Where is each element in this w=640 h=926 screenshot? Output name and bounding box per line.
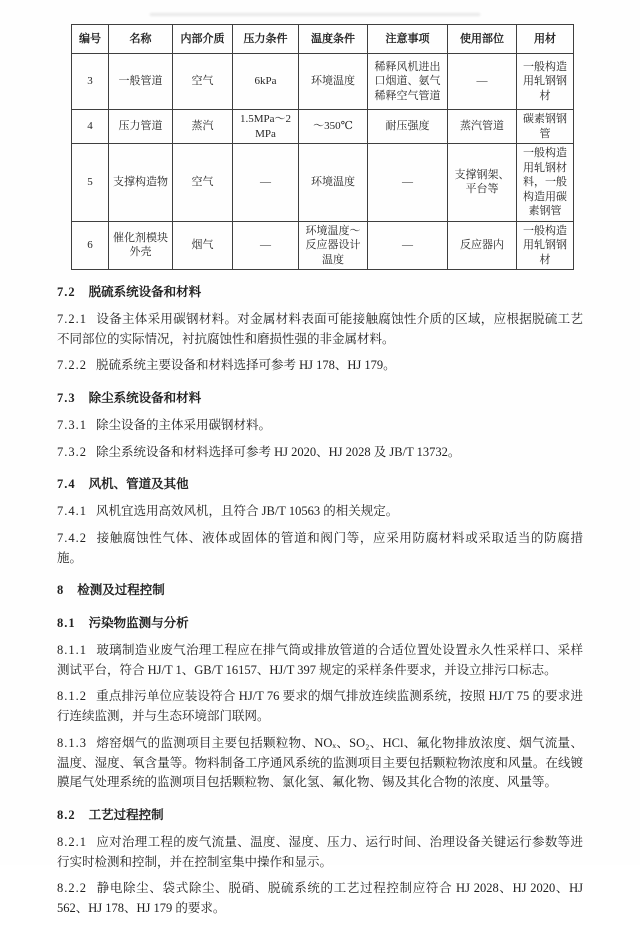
table-row xyxy=(72,144,574,222)
materials-spec-table xyxy=(71,24,574,270)
clause-text: 重点排污单位应装设符合 HJ/T 76 要求的烟气排放连续监测系统，按照 HJ/T 75 的要求进行连续监测，并与生态环境部门联网。 xyxy=(57,689,583,724)
table-cell: 一般管道 xyxy=(109,54,173,110)
table-row xyxy=(72,221,574,270)
table-cell: 支撑钢架、平台等 xyxy=(448,144,517,222)
table-header-row xyxy=(72,25,574,54)
clause-number: 7.4 xyxy=(57,477,76,492)
clause-text: 工艺过程控制 xyxy=(88,808,164,823)
clause-paragraph xyxy=(57,416,583,436)
clause-number: 8.2 xyxy=(57,808,76,823)
clause-text: 熔窑烟气的监测项目主要包括颗粒物、NOₓ、SO₂、HCl、氟化物排放浓度、烟气流量、温度、湿度、氧含量等。物料制备工序通风系统的监测项目主要包括颗粒物浓度和风量。在线镀膜尾气处理系统的监测项目包括颗粒物、氯化氢、氟化物、锡及其化合物的浓度、风量等。 xyxy=(57,735,583,790)
column-header: 使用部位 xyxy=(448,25,517,54)
clause-text: 玻璃制造业废气治理工程应在排气筒或排放管道的合适位置处设置永久性采样口、采样测试平台，符合 HJ/T 1、GB/T 16157、HJ/T 397 规定的采样条件要求，并设立排污口标志。 xyxy=(57,642,583,677)
clause-number: 7.2.1 xyxy=(57,311,87,326)
section-heading xyxy=(57,806,583,826)
clause-paragraph xyxy=(57,310,583,350)
clause-text: 除尘设备的主体采用碳钢材料。 xyxy=(96,417,272,432)
clause-paragraph xyxy=(57,356,583,376)
table-cell: — xyxy=(368,144,448,222)
section-heading xyxy=(57,389,583,409)
clause-number: 7.2 xyxy=(57,285,76,300)
column-header: 内部介质 xyxy=(173,25,233,54)
table-cell: 1.5MPa～2MPa xyxy=(233,110,299,144)
section-heading xyxy=(57,581,583,601)
clause-text: 检测及过程控制 xyxy=(77,583,165,598)
table-cell: 烟气 xyxy=(173,221,233,270)
scan-smudge-artifact xyxy=(150,13,480,16)
table-cell: 催化剂模块外壳 xyxy=(109,221,173,270)
section-heading xyxy=(57,283,583,303)
table-row xyxy=(72,54,574,110)
clause-paragraph xyxy=(57,687,583,727)
column-header: 名称 xyxy=(109,25,173,54)
clause-number: 8.2.1 xyxy=(57,834,87,849)
table-cell: — xyxy=(233,221,299,270)
clause-paragraph xyxy=(57,529,583,569)
table-cell: 碳素钢钢管 xyxy=(517,110,574,144)
clause-paragraph xyxy=(57,443,583,463)
clause-number: 8.1 xyxy=(57,616,76,631)
table-body xyxy=(72,54,574,270)
table-cell: 空气 xyxy=(173,144,233,222)
clause-number: 8.1.1 xyxy=(57,642,87,657)
table-cell: 环境温度 xyxy=(299,54,368,110)
table-cell: 环境温度～反应器设计温度 xyxy=(299,221,368,270)
clause-text: 风机、管道及其他 xyxy=(88,477,189,492)
clause-text: 设备主体采用碳钢材料。对金属材料表面可能接触腐蚀性介质的区域，应根据脱硫工艺不同部位的实际情况，衬抗腐蚀性和磨损性强的非金属材料。 xyxy=(57,311,583,346)
table-cell: 支撑构造物 xyxy=(109,144,173,222)
table-cell: 一般构造用轧钢钢材 xyxy=(517,221,574,270)
document-body xyxy=(57,283,583,919)
document-content-area xyxy=(57,24,583,926)
clause-number: 8.2.2 xyxy=(57,881,87,896)
clause-number: 8.1.3 xyxy=(57,735,87,750)
section-heading xyxy=(57,614,583,634)
table-cell: 5 xyxy=(72,144,109,222)
clause-text: 除尘系统设备和材料 xyxy=(88,391,202,406)
table-cell: 6kPa xyxy=(233,54,299,110)
table-cell: 蒸汽 xyxy=(173,110,233,144)
table-cell: 空气 xyxy=(173,54,233,110)
table-cell: 压力管道 xyxy=(109,110,173,144)
column-header: 用材 xyxy=(517,25,574,54)
clause-number: 8.1.2 xyxy=(57,689,87,704)
table-cell: 稀释风机进出口烟道、氨气稀释空气管道 xyxy=(368,54,448,110)
table-cell: 反应器内 xyxy=(448,221,517,270)
section-heading xyxy=(57,475,583,495)
table-cell: 蒸汽管道 xyxy=(448,110,517,144)
table-cell: 4 xyxy=(72,110,109,144)
clause-text: 污染物监测与分析 xyxy=(88,616,189,631)
column-header: 压力条件 xyxy=(233,25,299,54)
clause-text: 静电除尘、袋式除尘、脱硝、脱硫系统的工艺过程控制应符合 HJ 2028、HJ 2020、HJ 562、HJ 178、HJ 179 的要求。 xyxy=(57,881,583,916)
clause-number: 7.3 xyxy=(57,391,76,406)
clause-number: 7.2.2 xyxy=(57,358,87,373)
table-cell: — xyxy=(448,54,517,110)
table-cell: 3 xyxy=(72,54,109,110)
clause-text: 脱硫系统主要设备和材料选择可参考 HJ 178、HJ 179。 xyxy=(96,358,396,373)
clause-number: 7.3.2 xyxy=(57,444,87,459)
column-header: 编号 xyxy=(72,25,109,54)
table-cell: — xyxy=(368,221,448,270)
column-header: 温度条件 xyxy=(299,25,368,54)
clause-number: 7.4.2 xyxy=(57,530,87,545)
table-cell: 耐压强度 xyxy=(368,110,448,144)
clause-paragraph xyxy=(57,833,583,873)
clause-text: 除尘系统设备和材料选择可参考 HJ 2020、HJ 2028 及 JB/T 13732。 xyxy=(96,444,461,459)
clause-number: 8 xyxy=(57,583,65,598)
table-cell: 环境温度 xyxy=(299,144,368,222)
table-cell: — xyxy=(233,144,299,222)
clause-text: 风机宜选用高效风机，且符合 JB/T 10563 的相关规定。 xyxy=(96,504,399,519)
clause-text: 脱硫系统设备和材料 xyxy=(88,285,202,300)
clause-text: 应对治理工程的废气流量、温度、湿度、压力、运行时间、治理设备关键运行参数等进行实时检测和控制，并在控制室集中操作和显示。 xyxy=(57,834,583,869)
table-row xyxy=(72,110,574,144)
clause-number: 7.3.1 xyxy=(57,417,87,432)
table-cell: 一般构造用轧钢材料，一般构造用碳素钢管 xyxy=(517,144,574,222)
clause-paragraph xyxy=(57,879,583,919)
table-cell: 一般构造用轧钢钢材 xyxy=(517,54,574,110)
clause-paragraph xyxy=(57,502,583,522)
clause-text: 接触腐蚀性气体、液体或固体的管道和阀门等，应采用防腐材料或采取适当的防腐措施。 xyxy=(57,530,583,565)
clause-paragraph xyxy=(57,734,583,793)
table-cell: ～350℃ xyxy=(299,110,368,144)
clause-number: 7.4.1 xyxy=(57,504,87,519)
clause-paragraph xyxy=(57,641,583,681)
table-cell: 6 xyxy=(72,221,109,270)
column-header: 注意事项 xyxy=(368,25,448,54)
